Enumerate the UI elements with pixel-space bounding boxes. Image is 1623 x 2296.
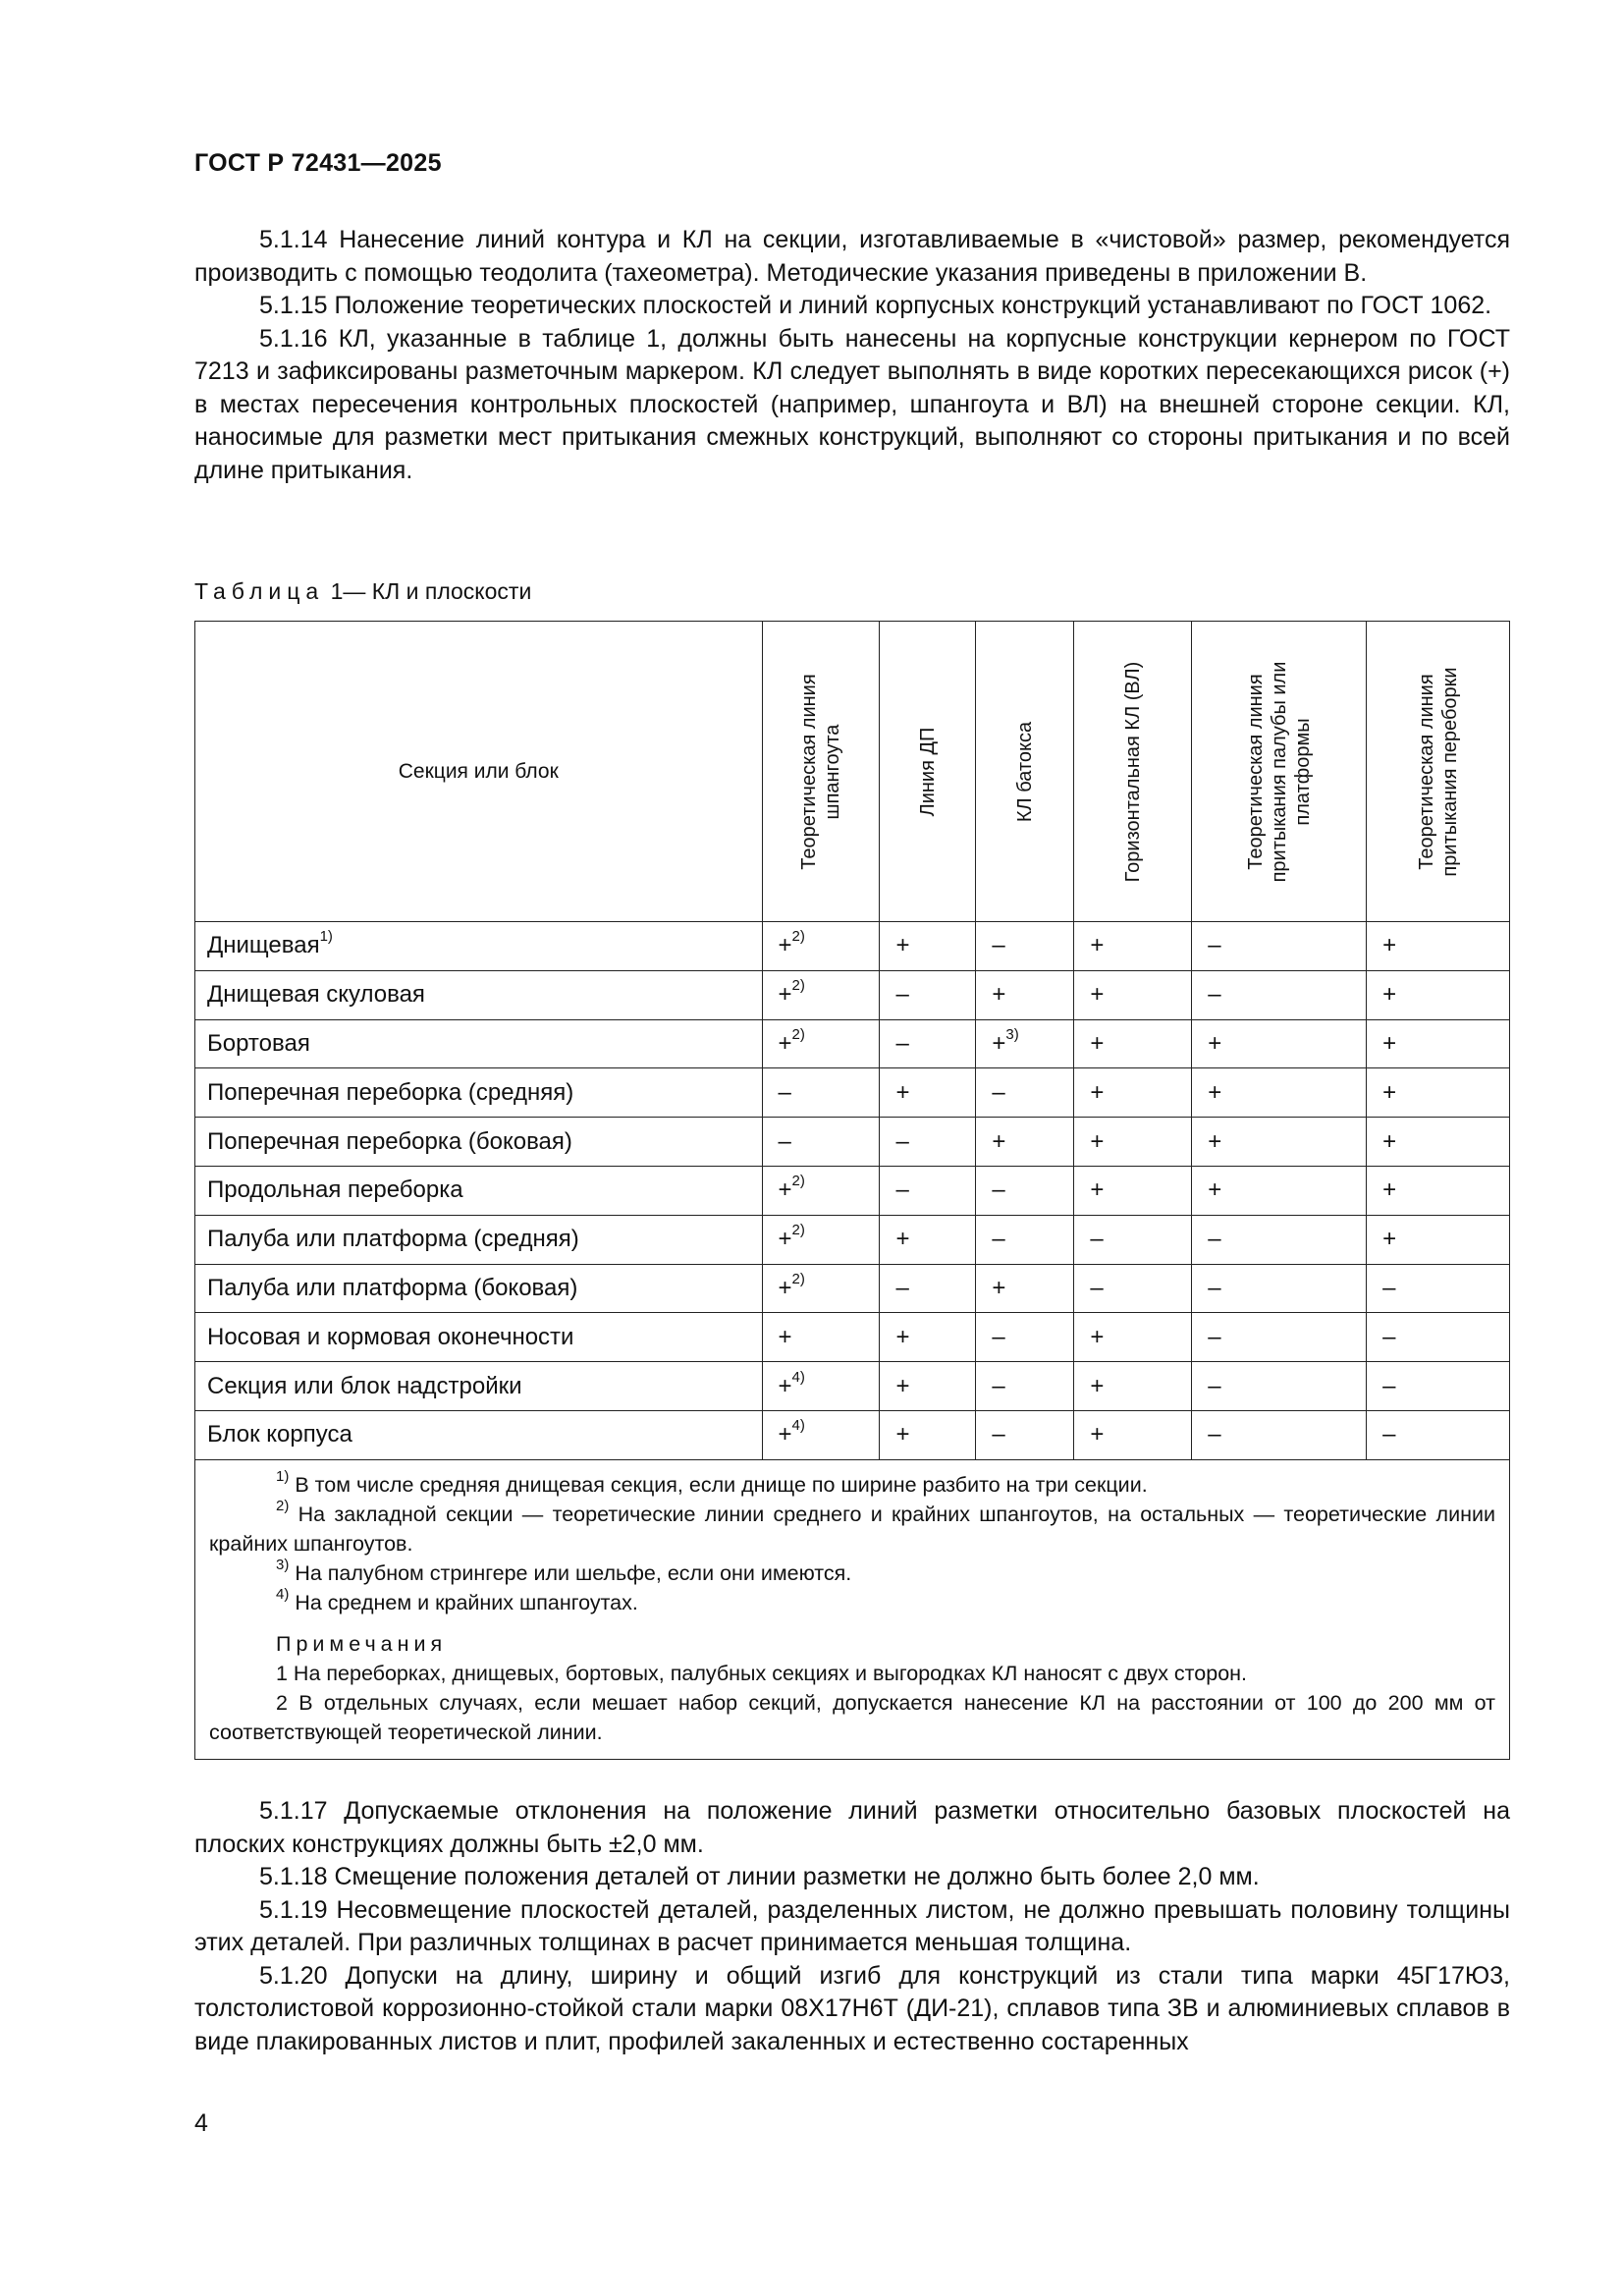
row-section-name-text: Палуба или платформа (боковая) [207,1274,578,1301]
table-cell [1074,1118,1192,1167]
table-cell [762,1166,880,1215]
footnote-mark: 1) [276,1467,290,1485]
column-header-section: Секция или блок [195,622,763,922]
cell-mark: + [895,932,910,959]
cell-mark: – [992,1421,1005,1449]
footnotes [209,1467,1495,1617]
table-cell [1367,1313,1510,1362]
cell-mark: + [992,1029,1006,1057]
cell-mark: – [1208,981,1221,1009]
column-header-frame-line-text: Теоретическая линия шпангоута [797,673,843,870]
row-section-name [195,1264,763,1313]
paragraph-5-1-19: 5.1.19 Несовмещение плоскостей деталей, разделенных листом, не должно превышать половину толщины этих деталей. При различных толщинах в расчет принимается меньшая толщина. [194,1895,1510,1956]
column-header-waterline-text: Горизонтальная КЛ (ВЛ) [1121,661,1144,882]
cell-mark: – [895,1274,909,1301]
cell-mark: + [1090,1127,1105,1155]
table-cell [976,1264,1074,1313]
table-caption-word: Таблица [194,578,325,604]
table-cell [1192,1019,1367,1068]
cell-mark: + [992,1127,1006,1155]
table-cell [1192,1313,1367,1362]
cell-mark: – [1382,1372,1396,1399]
table-cell [1192,1118,1367,1167]
table-cell [1192,1264,1367,1313]
footnote-2 [209,1497,1495,1558]
table-cell [880,1215,976,1264]
footnote-ref: 2) [791,928,805,946]
table-cell [1367,1362,1510,1411]
table-cell [1367,922,1510,971]
cell-mark: – [1090,1226,1104,1253]
cell-mark: – [992,932,1005,959]
table-cell [1192,922,1367,971]
table-cell [976,1019,1074,1068]
cell-mark: + [1090,981,1105,1009]
table-cell [880,970,976,1019]
table-cell [880,1068,976,1118]
table-cell [976,1215,1074,1264]
footnote-text: В том числе средняя днищевая секция, если днище по ширине разбито на три секции. [289,1472,1148,1497]
table-row [195,970,1510,1019]
footnote-mark: 3) [276,1556,290,1573]
table-cell [762,922,880,971]
table-cell [762,1215,880,1264]
footnote-mark: 4) [276,1585,290,1603]
table-cell [880,1313,976,1362]
table-cell [880,1118,976,1167]
cell-mark: + [1090,1372,1105,1399]
cell-mark: – [992,1323,1005,1350]
footnote-ref: 2) [791,1222,805,1239]
cell-mark: – [1208,1372,1221,1399]
footnote-text: На закладной секции — теоретические линии среднего и крайних шпангоутов, на остальных — теоретические линии крайних шпангоутов. [209,1502,1495,1556]
table-cell [1367,1068,1510,1118]
cell-mark: – [778,1078,791,1106]
column-header-buttock [976,622,1074,922]
cell-mark: – [1208,1226,1221,1253]
column-header-frame-line [762,622,880,922]
cell-mark: + [1208,1127,1222,1155]
note-1: 1 На переборках, днищевых, бортовых, палубных секциях и выгородках КЛ наносят с двух сторон. [276,1661,1247,1685]
row-section-name-text: Палуба или платформа (средняя) [207,1226,579,1253]
table-row [195,1068,1510,1118]
row-section-name [195,970,763,1019]
table-caption-title: 1— КЛ и плоскости [324,578,532,604]
cell-mark: + [992,1274,1006,1301]
footnote-text: На палубном стрингере или шельфе, если они имеются. [289,1560,852,1585]
column-header-deck-abutment-text: Теоретическая линия притыкания палубы или платформы [1244,661,1314,882]
note-2: 2 В отдельных случаях, если мешает набор секций, допускается нанесение КЛ на расстоянии от 100 до 200 мм от соответствующей теоретической линии. [209,1690,1495,1744]
footnote-ref: 2) [791,1270,805,1287]
cell-mark: + [1090,1078,1105,1106]
cell-mark: + [1090,1029,1105,1057]
table-cell [1074,1362,1192,1411]
row-section-name-text: Бортовая [207,1029,310,1057]
cell-mark: – [895,1029,909,1057]
footnote-ref: 4) [791,1368,805,1386]
cell-mark: + [778,1372,792,1399]
table-cell [762,1068,880,1118]
cell-mark: – [1382,1274,1396,1301]
footnote-ref: 1) [319,928,333,946]
column-header-bulkhead-abutment-text: Теоретическая линия притыкания переборки [1415,666,1461,877]
footnote-1 [209,1467,1495,1500]
cell-mark: – [778,1127,791,1155]
footnote-ref: 2) [791,977,805,995]
table-cell [1192,1166,1367,1215]
row-section-name [195,1166,763,1215]
cell-mark: + [778,1176,792,1204]
cell-mark: + [1090,1176,1105,1204]
cell-mark: – [992,1372,1005,1399]
table-cell [1367,1410,1510,1459]
row-section-name-text: Поперечная переборка (боковая) [207,1127,572,1155]
table-cell [1074,1264,1192,1313]
table-cell [1192,1215,1367,1264]
row-section-name [195,1068,763,1118]
paragraph-5-1-17: 5.1.17 Допускаемые отклонения на положение линий разметки относительно базовых плоскостей на плоских конструкциях должны быть ±2,0 мм. [194,1797,1510,1858]
table-cell [1367,970,1510,1019]
column-header-buttock-text: КЛ батокса [1013,721,1036,822]
table-cell [1074,922,1192,971]
table-header-row [195,622,1510,922]
column-header-centerline [880,622,976,922]
table-row [195,1410,1510,1459]
cell-mark: – [895,1127,909,1155]
table-cell [880,1166,976,1215]
footnote-ref: 3) [1005,1025,1019,1043]
table-cell [976,1166,1074,1215]
table-cell [976,922,1074,971]
table-cell [1074,1313,1192,1362]
table-cell [1074,1166,1192,1215]
paragraph-5-1-16: 5.1.16 КЛ, указанные в таблице 1, должны быть нанесены на корпусные конструкции кернером по ГОСТ 7213 и зафиксированы разметочным маркером. КЛ следует выполнять в виде коротких пересекающихся рисок (+) в местах пересечения контрольных плоскостей (например, шпангоута и ВЛ) на внешней стороне секции. КЛ, наносимые для разметки мест притыкания смежных конструкций, выполняют со стороны притыкания и по всей длине притыкания. [194,324,1510,484]
table-cell [976,1362,1074,1411]
footnote-ref: 2) [791,1173,805,1190]
column-header-deck-abutment [1192,622,1367,922]
row-section-name [195,1118,763,1167]
table-cell [1074,1019,1192,1068]
row-section-name [195,1019,763,1068]
cell-mark: – [895,1176,909,1204]
cell-mark: + [1090,1421,1105,1449]
cell-mark: + [1382,1078,1397,1106]
cell-mark: + [1382,1226,1397,1253]
row-section-name-text: Поперечная переборка (средняя) [207,1078,574,1106]
table-cell [1192,1410,1367,1459]
cell-mark: + [1208,1078,1222,1106]
row-section-name [195,1410,763,1459]
table-row [195,1362,1510,1411]
table-row [195,1166,1510,1215]
table-cell [762,1264,880,1313]
footnote-mark: 2) [276,1497,290,1514]
paragraph-5-1-15: 5.1.15 Положение теоретических плоскостей и линий корпусных конструкций устанавливают по ГОСТ 1062. [259,292,1492,319]
cell-mark: – [1208,1323,1221,1350]
table-cell [1192,970,1367,1019]
table-cell [976,1410,1074,1459]
table-cell [762,1313,880,1362]
cell-mark: – [1208,1421,1221,1449]
table-cell [1367,1118,1510,1167]
cell-mark: + [778,932,792,959]
cell-mark: + [895,1421,910,1449]
cell-mark: – [1382,1421,1396,1449]
cell-mark: + [1090,932,1105,959]
table-cell [880,1264,976,1313]
row-section-name-text: Блок корпуса [207,1421,352,1449]
row-section-name [195,1362,763,1411]
document-header: ГОСТ Р 72431—2025 [194,149,442,177]
cell-mark: + [778,1421,792,1449]
table-cell [1367,1264,1510,1313]
row-section-name-text: Днищевая [207,932,320,959]
table-cell [880,1362,976,1411]
table-row [195,1313,1510,1362]
table-cell [762,970,880,1019]
table-cell [976,1313,1074,1362]
cell-mark: – [1382,1323,1396,1350]
table-row [195,1118,1510,1167]
row-section-name [195,922,763,971]
column-header-bulkhead-abutment [1367,622,1510,922]
cell-mark: + [1382,1127,1397,1155]
cell-mark: + [1382,1029,1397,1057]
table-cell [762,1410,880,1459]
cell-mark: – [992,1176,1005,1204]
cell-mark: + [895,1226,910,1253]
cell-mark: + [895,1078,910,1106]
cell-mark: + [895,1372,910,1399]
paragraph-5-1-14: 5.1.14 Нанесение линий контура и КЛ на секции, изготавливаемые в «чистовой» размер, рекомендуется производить с помощью теодолита (тахеометра). Методические указания приведены в приложении В. [194,226,1510,287]
table-row [195,1215,1510,1264]
row-section-name [195,1215,763,1264]
footnote-3 [209,1558,1495,1588]
table-cell [880,922,976,971]
row-section-name-text: Днищевая скуловая [207,981,425,1009]
cell-mark: + [1208,1029,1222,1057]
notes-title: Примечания [276,1631,448,1656]
cell-mark: – [895,981,909,1009]
footnote-ref: 2) [791,1025,805,1043]
page-number: 4 [194,2109,208,2137]
table-cell [976,970,1074,1019]
table-notes-cell [195,1459,1510,1759]
table-cell [762,1118,880,1167]
table-cell [1192,1068,1367,1118]
table-cell [1074,1410,1192,1459]
cell-mark: + [778,1029,792,1057]
table-cell [1367,1019,1510,1068]
cell-mark: + [992,981,1006,1009]
table-row [195,1264,1510,1313]
cell-mark: + [778,1323,792,1350]
cell-mark: + [778,1226,792,1253]
column-header-centerline-text: Линия ДП [916,727,939,816]
table-body [195,922,1510,1460]
table-cell [880,1019,976,1068]
cell-mark: + [778,1274,792,1301]
table-cell [880,1410,976,1459]
cell-mark: – [1208,932,1221,959]
table-cell [1367,1215,1510,1264]
cell-mark: + [895,1323,910,1350]
row-section-name [195,1313,763,1362]
row-section-name-text: Носовая и кормовая оконечности [207,1323,574,1350]
table-cell [762,1362,880,1411]
cell-mark: – [992,1226,1005,1253]
footnote-text: На среднем и крайних шпангоутах. [289,1590,638,1614]
cell-mark: + [1382,932,1397,959]
paragraphs-top [194,224,1510,487]
cell-mark: – [992,1078,1005,1106]
paragraph-5-1-18: 5.1.18 Смещение положения деталей от линии разметки не должно быть более 2,0 мм. [259,1863,1260,1890]
paragraphs-bottom [194,1795,1510,2058]
table-row [195,922,1510,971]
cell-mark: – [1208,1274,1221,1301]
paragraph-5-1-20: 5.1.20 Допуски на длину, ширину и общий изгиб для конструкций из стали типа марки 45Г17Ю3, толстолистовой коррозионно-стойкой стали марки 08Х17Н6Т (ДИ-21), сплавов типа ЗВ и алюминиевых сплавов в виде плакированных листов и плит, профилей закаленных и естественно состаренных [194,1961,1510,2055]
row-section-name-text: Секция или блок надстройки [207,1372,522,1399]
table-cell [1074,970,1192,1019]
kl-table [194,621,1510,1760]
table-cell [1074,1215,1192,1264]
table-cell [976,1118,1074,1167]
table-cell [1367,1166,1510,1215]
cell-mark: + [1382,1176,1397,1204]
cell-mark: + [1090,1323,1105,1350]
cell-mark: – [1090,1274,1104,1301]
table-cell [762,1019,880,1068]
table-cell [976,1068,1074,1118]
footnote-ref: 4) [791,1417,805,1435]
cell-mark: + [778,981,792,1009]
cell-mark: + [1382,981,1397,1009]
column-header-waterline [1074,622,1192,922]
table-cell [1074,1068,1192,1118]
table-notes-row [195,1459,1510,1759]
footnote-4 [209,1585,1495,1617]
table-cell [1192,1362,1367,1411]
cell-mark: + [1208,1176,1222,1204]
row-section-name-text: Продольная переборка [207,1176,463,1204]
table-row [195,1019,1510,1068]
table-caption [194,578,531,605]
